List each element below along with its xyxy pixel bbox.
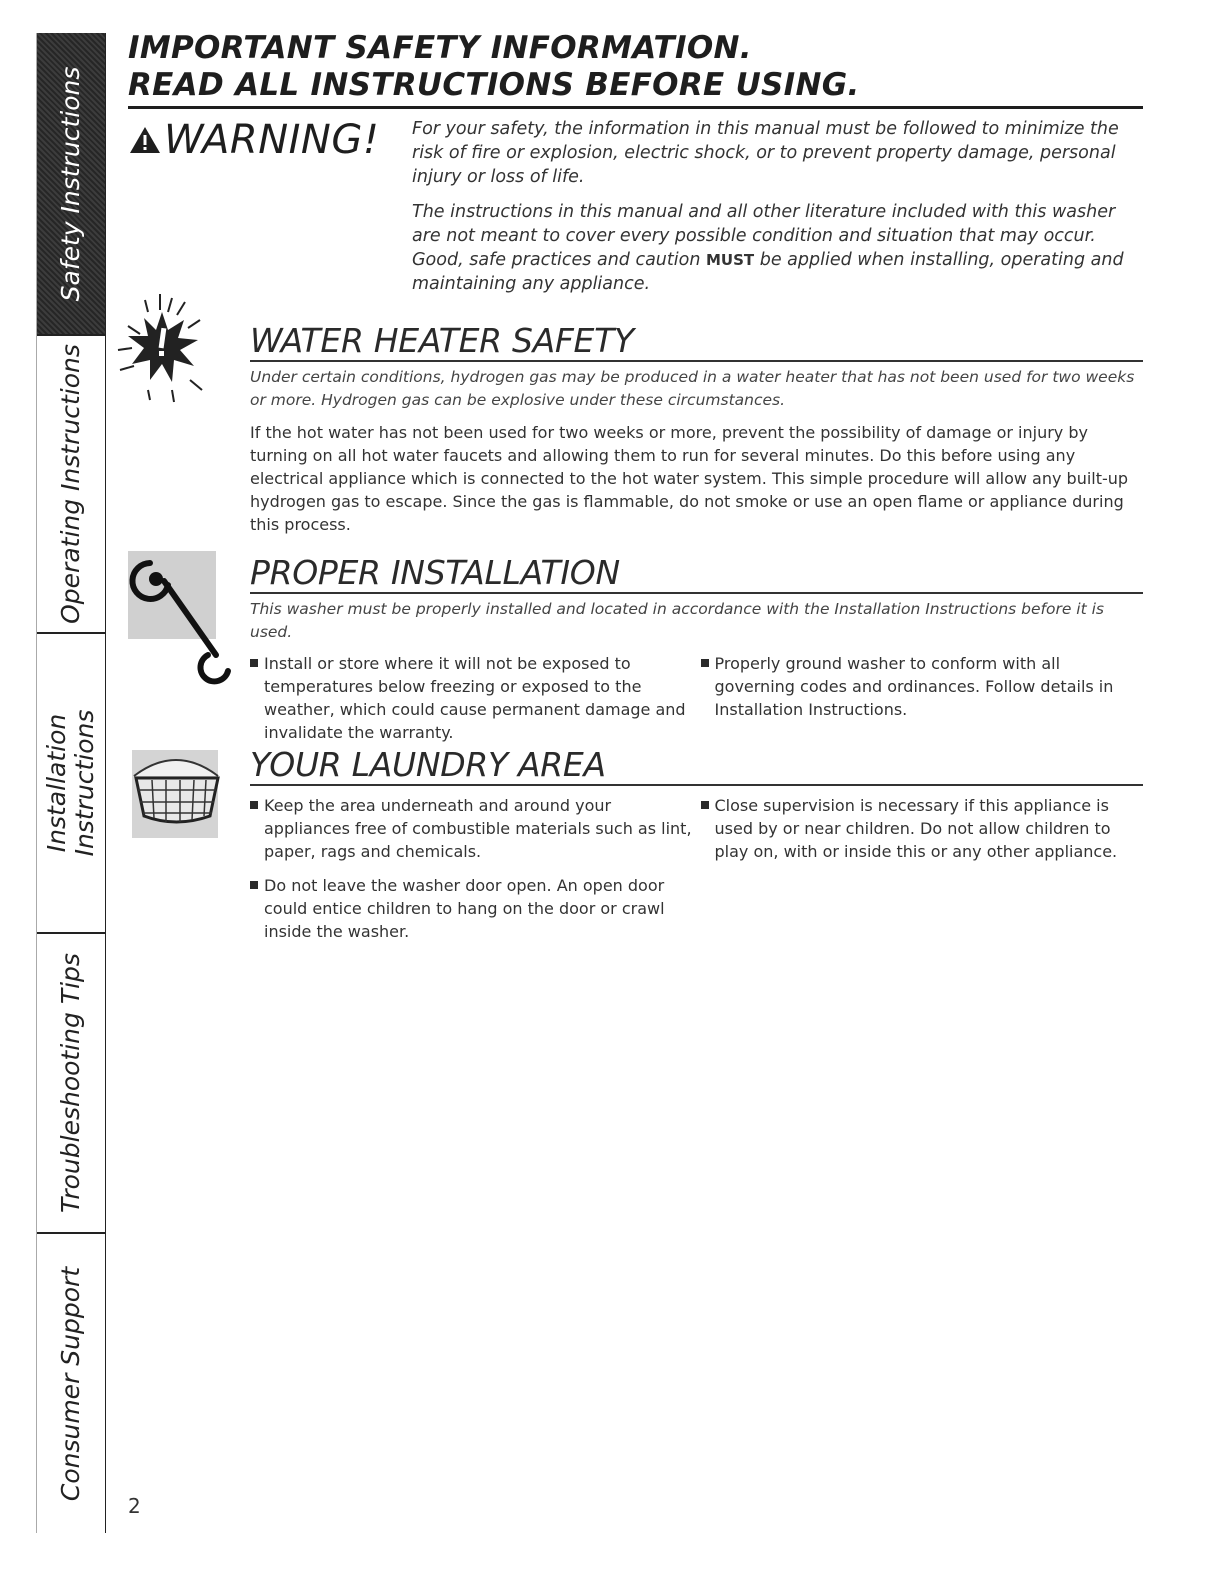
section-body: If the hot water has not been used for two weeks or more, prevent the possibility of damage or injury by turning on all hot water faucets and allowing them to run for several minutes. Do this before using any electrical appliance which is connected to the hot water system. This simple procedure will allow any built-up hydrogen gas to escape. Since the gas is flammable, do not smoke or use an open flame or appliance during this process.: [250, 423, 1129, 534]
warning-label: WARNING!: [164, 117, 380, 163]
section-subtitle: Under certain conditions, hydrogen gas may be produced in a water heater that has not been used for two weeks or more. Hydrogen gas can be explosive under these circumstances.: [250, 368, 1135, 409]
warning-paragraph: The instructions in this manual and all other literature included with this washer are not meant to cover every possible condition and situation that may occur. Good, safe practices and caution MUST be applied when installing, operating and maintaining any appliance.: [412, 202, 1124, 294]
warning-triangle-icon: [128, 125, 162, 155]
list-item: Do not leave the washer door open. An open door could entice children to hang on the door or crawl inside the washer.: [250, 874, 693, 943]
bullet-columns: [250, 794, 1143, 954]
installation-section: [128, 554, 1143, 744]
page-content: [128, 30, 1143, 966]
warning-text: [412, 117, 1142, 307]
bullet-column-right: [701, 652, 1144, 755]
bullet-column-left: [250, 652, 693, 755]
section-divider: [250, 360, 1143, 362]
laundry-basket-icon: [128, 750, 228, 840]
page-title: IMPORTANT SAFETY INFORMATION. READ ALL INSTRUCTIONS BEFORE USING.: [128, 30, 860, 103]
warning-paragraph: For your safety, the information in this manual must be followed to minimize the risk of fire or explosion, electric shock, or to prevent property damage, personal injury or loss of life.: [412, 119, 1119, 187]
laundry-area-section: [128, 746, 1143, 966]
wrench-icon: [128, 551, 246, 697]
title-divider: [128, 106, 1143, 109]
water-heater-section: [128, 322, 1143, 542]
bullet-columns: [250, 652, 1143, 755]
page-number: 2: [128, 1494, 141, 1518]
tab-troubleshooting-tips[interactable]: [37, 934, 105, 1234]
warning-block: [128, 117, 1143, 292]
tab-label: Installation Instructions: [42, 709, 99, 857]
list-item: Keep the area underneath and around your appliances free of combustible materials such as lint, paper, rags and chemicals.: [250, 794, 693, 863]
section-divider: [250, 784, 1143, 786]
tab-operating-instructions[interactable]: [37, 336, 105, 634]
section-subtitle: This washer must be properly installed and located in accordance with the Installation Instructions before it is used.: [250, 600, 1104, 641]
tab-installation-instructions[interactable]: [37, 634, 105, 934]
list-item: Close supervision is necessary if this appliance is used by or near children. Do not allow children to play on, with or inside this or any other appliance.: [701, 794, 1144, 863]
tab-label: Troubleshooting Tips: [56, 953, 85, 1213]
explosion-icon: [110, 290, 250, 420]
section-tabs: [36, 33, 106, 1533]
list-item: Install or store where it will not be exposed to temperatures below freezing or exposed to the weather, which could cause permanent damage and invalidate the warranty.: [250, 652, 693, 744]
list-item: Properly ground washer to conform with all governing codes and ordinances. Follow details in Installation Instructions.: [701, 652, 1144, 721]
section-title: WATER HEATER SAFETY: [250, 321, 634, 360]
bullet-column-left: [250, 794, 693, 954]
section-divider: [250, 592, 1143, 594]
section-title: PROPER INSTALLATION: [250, 553, 620, 592]
tab-safety-instructions[interactable]: [37, 33, 105, 336]
tab-label: Safety Instructions: [56, 66, 85, 301]
tab-label: Consumer Support: [56, 1266, 85, 1501]
warning-heading: [128, 117, 379, 163]
tab-consumer-support[interactable]: [37, 1234, 105, 1533]
tab-label: Operating Instructions: [56, 344, 85, 624]
must-emphasis: MUST: [706, 251, 755, 269]
section-title: YOUR LAUNDRY AREA: [250, 745, 606, 784]
bullet-column-right: [701, 794, 1144, 954]
